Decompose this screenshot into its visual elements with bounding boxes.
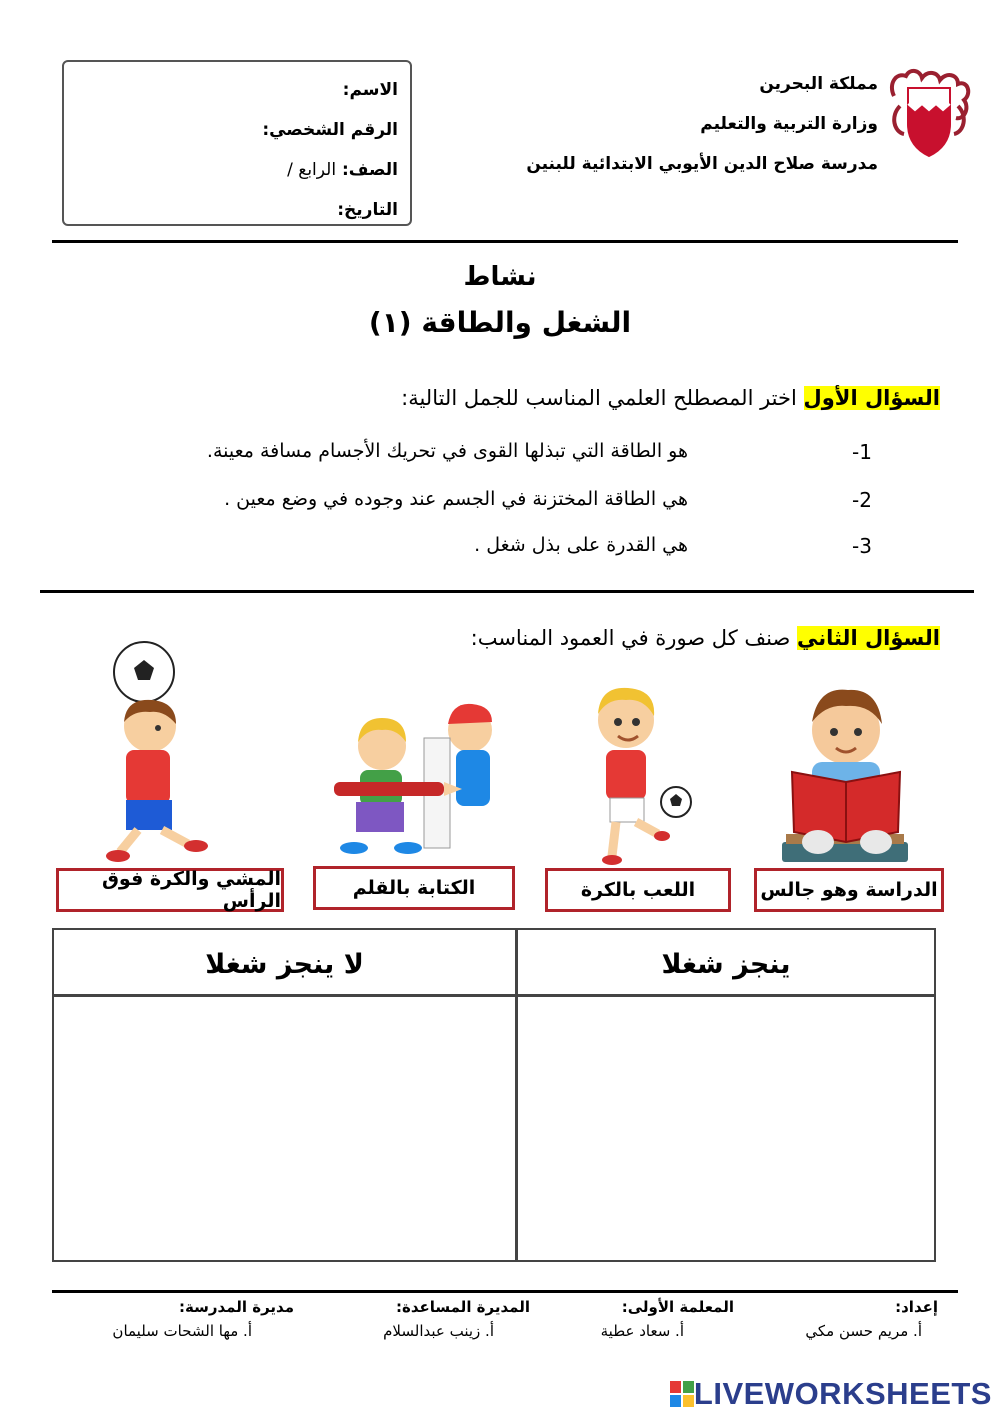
first-teacher-name: أ. سعاد عطية: [600, 1322, 684, 1340]
label-playing-text: اللعب بالكرة: [580, 879, 696, 901]
column-header-no-work: لا ينجز شغلا: [205, 948, 364, 980]
assistant-principal-title: المديرة المساعدة:: [395, 1298, 530, 1316]
footer-divider: [52, 1290, 958, 1293]
label-walking-text: المشي والكرة فوق الرأس: [101, 868, 281, 912]
q1-item1-text: هو الطاقة التي تبذلها القوى في تحريك الأجسام مسافة معينة.: [206, 440, 688, 462]
boy-reading-icon: [778, 682, 914, 866]
kids-with-pencil-icon: [320, 702, 506, 858]
school-header: [458, 64, 878, 184]
q1-item3-number: -3: [852, 534, 872, 558]
school-name: مدرسة صلاح الدين الأيوبي الابتدائية للبنين: [526, 154, 878, 174]
assistant-principal-name: أ. زينب عبدالسلام: [383, 1322, 494, 1340]
classification-table: [52, 928, 936, 1262]
date-label: التاريخ:: [337, 200, 398, 220]
question2-label: السؤال الثاني: [796, 626, 940, 650]
boy-walking-ball-icon: [104, 640, 214, 868]
question2-text: صنف كل صورة في العمود المناسب:: [470, 626, 791, 650]
q1-item1-number: -1: [852, 440, 872, 464]
liveworksheets-text: LIVEWORKSHEETS: [693, 1376, 992, 1411]
prepared-by-name: أ. مريم حسن مكي: [805, 1322, 922, 1340]
label-playing-ball[interactable]: [545, 868, 731, 912]
q1-item2-text: هي الطاقة المختزنة في الجسم عند وجوده في وضع معين .: [224, 488, 688, 510]
liveworksheets-logo[interactable]: [670, 1376, 992, 1412]
question1-text: اختر المصطلح العلمي المناسب للجمل التالية:: [401, 386, 797, 410]
lesson-title: الشغل والطاقة (١): [368, 306, 632, 339]
boy-playing-ball-picture[interactable]: [586, 684, 696, 868]
ministry-name: وزارة التربية والتعليم: [700, 114, 878, 134]
liveworksheets-cube-icon: [670, 1381, 694, 1407]
drop-zone-does-work[interactable]: [518, 997, 934, 1260]
name-field[interactable]: [64, 70, 398, 110]
drop-zone-no-work[interactable]: [54, 997, 515, 1260]
section-divider: [40, 590, 974, 593]
question2-heading: [471, 626, 940, 650]
class-field[interactable]: [64, 150, 398, 190]
prepared-by-title: إعداد:: [895, 1298, 938, 1316]
label-writing-text: الكتابة بالقلم: [352, 877, 476, 899]
kids-writing-picture[interactable]: [320, 702, 506, 858]
label-studying-sitting[interactable]: [754, 868, 944, 912]
column-header-does-work: ينجز شغلا: [661, 948, 791, 980]
first-teacher-title: المعلمة الأولى:: [621, 1298, 734, 1316]
date-field[interactable]: [64, 190, 398, 230]
q1-item3-text: هي القدرة على بذل شغل .: [474, 534, 688, 556]
principal-title: مديرة المدرسة:: [179, 1298, 294, 1316]
emblem-icon: [886, 66, 972, 160]
class-value: الرابع /: [287, 160, 337, 180]
boy-reading-picture[interactable]: [778, 682, 914, 866]
boy-walking-ball-head-picture[interactable]: [104, 640, 214, 868]
id-label: الرقم الشخصي:: [262, 120, 398, 140]
class-label: الصف:: [341, 160, 398, 180]
label-studying-text: الدراسة وهو جالس: [760, 879, 938, 901]
q1-item2-number: -2: [852, 488, 872, 512]
label-walking-ball-head[interactable]: [56, 868, 284, 912]
id-field[interactable]: [64, 110, 398, 150]
question1-label: السؤال الأول: [803, 386, 940, 410]
bahrain-emblem: [886, 66, 972, 160]
principal-name: أ. مها الشحات سليمان: [112, 1322, 252, 1340]
question1-heading: [401, 386, 940, 410]
name-label: الاسم:: [342, 80, 398, 100]
header-divider: [52, 240, 958, 243]
label-writing-pencil[interactable]: [313, 866, 515, 910]
boy-kicking-ball-icon: [586, 684, 696, 868]
student-info-box: [62, 60, 412, 226]
activity-title: نشاط: [463, 262, 537, 292]
kingdom-name: مملكة البحرين: [759, 74, 878, 94]
